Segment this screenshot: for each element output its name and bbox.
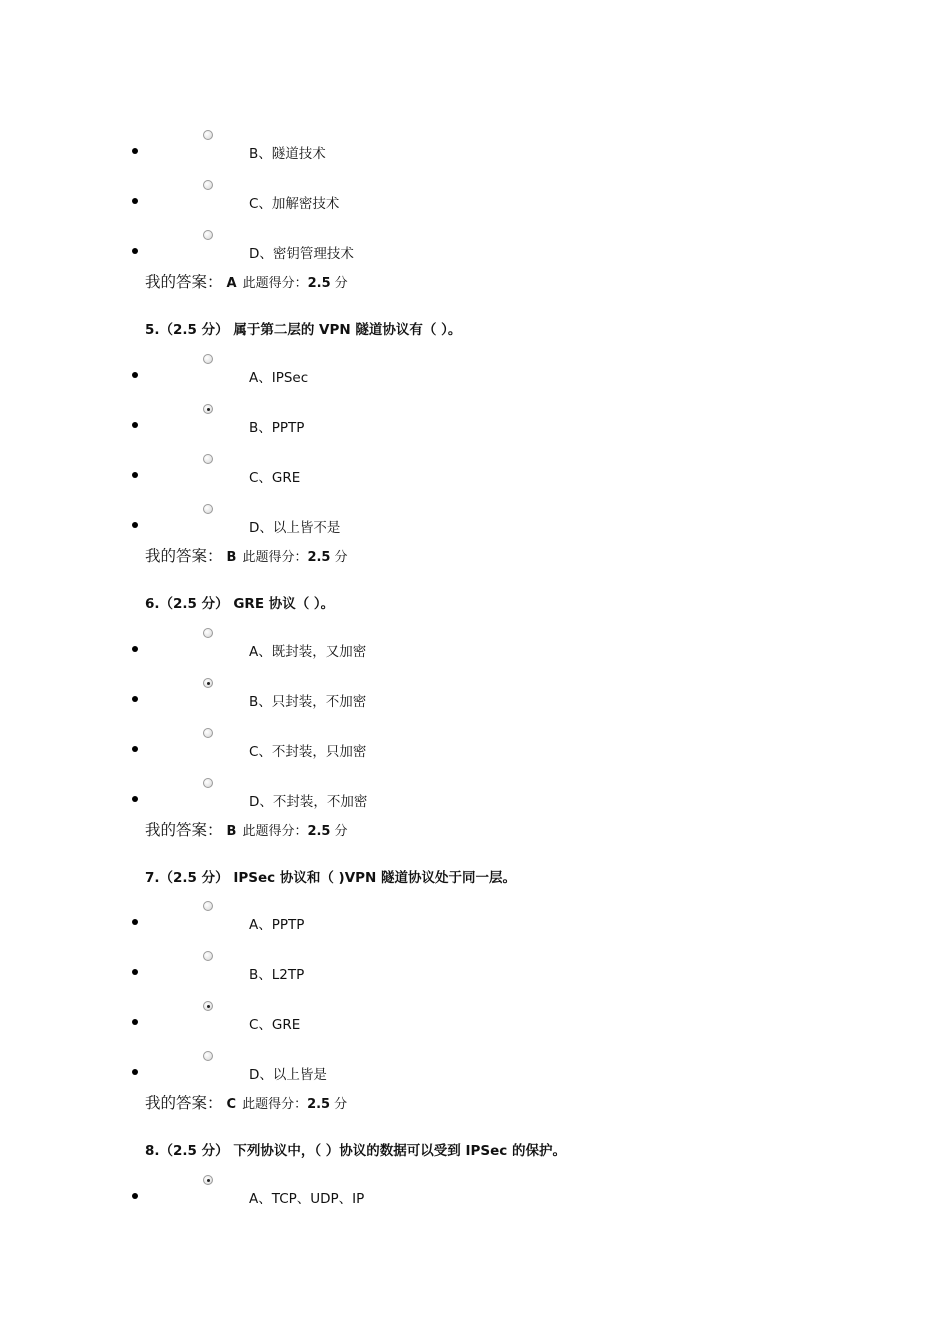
bullet-icon bbox=[132, 1069, 138, 1075]
radio-button-selected[interactable] bbox=[203, 1001, 213, 1011]
radio-button[interactable] bbox=[203, 951, 213, 961]
option-row bbox=[0, 947, 950, 997]
option-label: B、只封装，不加密 bbox=[249, 694, 367, 710]
radio-button[interactable] bbox=[203, 504, 213, 514]
option-row bbox=[0, 350, 950, 400]
bullet-icon bbox=[132, 522, 138, 528]
answer-label: 我的答案： bbox=[145, 821, 223, 839]
radio-button[interactable] bbox=[203, 354, 213, 364]
bullet-icon bbox=[132, 372, 138, 378]
option-label: A、TCP、UDP、IP bbox=[249, 1191, 365, 1207]
bullet-icon bbox=[132, 422, 138, 428]
bullet-icon bbox=[132, 969, 138, 975]
option-row bbox=[0, 1171, 950, 1221]
radio-button-selected[interactable] bbox=[203, 678, 213, 688]
option-row bbox=[0, 997, 950, 1047]
bullet-icon bbox=[132, 198, 138, 204]
bullet-icon bbox=[132, 472, 138, 478]
bullet-icon bbox=[132, 248, 138, 254]
my-answer bbox=[145, 1091, 347, 1113]
score-value: 2.5 bbox=[307, 550, 331, 565]
bullet-icon bbox=[132, 796, 138, 802]
answer-value: B bbox=[226, 550, 237, 565]
option-row bbox=[0, 226, 950, 276]
score-label: 此题得分： bbox=[242, 550, 308, 565]
option-label: D、不封装，不加密 bbox=[249, 794, 368, 810]
option-row bbox=[0, 624, 950, 674]
option-label: B、隧道技术 bbox=[249, 146, 326, 162]
question-title: 6.（2.5 分） GRE 协议（ ）。 bbox=[145, 596, 335, 612]
bullet-icon bbox=[132, 646, 138, 652]
score-unit: 分 bbox=[334, 824, 348, 839]
bullet-icon bbox=[132, 148, 138, 154]
answer-value: C bbox=[226, 1097, 237, 1112]
bullet-icon bbox=[132, 1019, 138, 1025]
option-row bbox=[0, 897, 950, 947]
radio-button[interactable] bbox=[203, 454, 213, 464]
score-label: 此题得分： bbox=[242, 276, 308, 291]
option-row bbox=[0, 126, 950, 176]
score-value: 2.5 bbox=[307, 824, 331, 839]
question-title: 5.（2.5 分） 属于第二层的 VPN 隧道协议有（ ）。 bbox=[145, 322, 462, 338]
answer-label: 我的答案： bbox=[145, 1094, 223, 1112]
option-label: D、以上皆是 bbox=[249, 1067, 327, 1083]
option-row bbox=[0, 500, 950, 550]
option-row bbox=[0, 674, 950, 724]
score-value: 2.5 bbox=[307, 276, 331, 291]
score-value: 2.5 bbox=[307, 1097, 331, 1112]
option-label: B、PPTP bbox=[249, 420, 305, 436]
option-row bbox=[0, 724, 950, 774]
option-row bbox=[0, 400, 950, 450]
radio-button[interactable] bbox=[203, 230, 213, 240]
radio-button-selected[interactable] bbox=[203, 1175, 213, 1185]
option-label: A、PPTP bbox=[249, 917, 305, 933]
radio-button[interactable] bbox=[203, 180, 213, 190]
score-unit: 分 bbox=[334, 276, 348, 291]
option-label: D、密钥管理技术 bbox=[249, 246, 354, 262]
answer-label: 我的答案： bbox=[145, 273, 223, 291]
radio-button[interactable] bbox=[203, 728, 213, 738]
option-label: C、加解密技术 bbox=[249, 196, 340, 212]
answer-label: 我的答案： bbox=[145, 547, 223, 565]
score-label: 此题得分： bbox=[242, 824, 308, 839]
radio-button[interactable] bbox=[203, 130, 213, 140]
option-label: A、既封装，又加密 bbox=[249, 644, 367, 660]
question-title: 8.（2.5 分） 下列协议中，（ ）协议的数据可以受到 IPSec 的保护。 bbox=[145, 1143, 566, 1159]
bullet-icon bbox=[132, 1193, 138, 1199]
option-label: C、GRE bbox=[249, 470, 301, 486]
answer-value: B bbox=[226, 824, 237, 839]
score-unit: 分 bbox=[334, 1097, 348, 1112]
option-row bbox=[0, 176, 950, 226]
answer-value: A bbox=[226, 276, 237, 291]
radio-button[interactable] bbox=[203, 901, 213, 911]
question-title: 7.（2.5 分） IPSec 协议和（ )VPN 隧道协议处于同一层。 bbox=[145, 870, 517, 886]
score-label: 此题得分： bbox=[242, 1097, 308, 1112]
radio-button[interactable] bbox=[203, 628, 213, 638]
bullet-icon bbox=[132, 746, 138, 752]
my-answer bbox=[145, 818, 348, 840]
radio-button-selected[interactable] bbox=[203, 404, 213, 414]
option-label: C、GRE bbox=[249, 1017, 301, 1033]
bullet-icon bbox=[132, 696, 138, 702]
option-label: C、不封装，只加密 bbox=[249, 744, 367, 760]
option-label: A、IPSec bbox=[249, 370, 309, 386]
option-row bbox=[0, 1047, 950, 1097]
my-answer bbox=[145, 544, 348, 566]
my-answer bbox=[145, 270, 348, 292]
score-unit: 分 bbox=[334, 550, 348, 565]
radio-button[interactable] bbox=[203, 1051, 213, 1061]
option-label: B、L2TP bbox=[249, 967, 305, 983]
radio-button[interactable] bbox=[203, 778, 213, 788]
bullet-icon bbox=[132, 919, 138, 925]
option-row bbox=[0, 774, 950, 824]
option-label: D、以上皆不是 bbox=[249, 520, 341, 536]
option-row bbox=[0, 450, 950, 500]
